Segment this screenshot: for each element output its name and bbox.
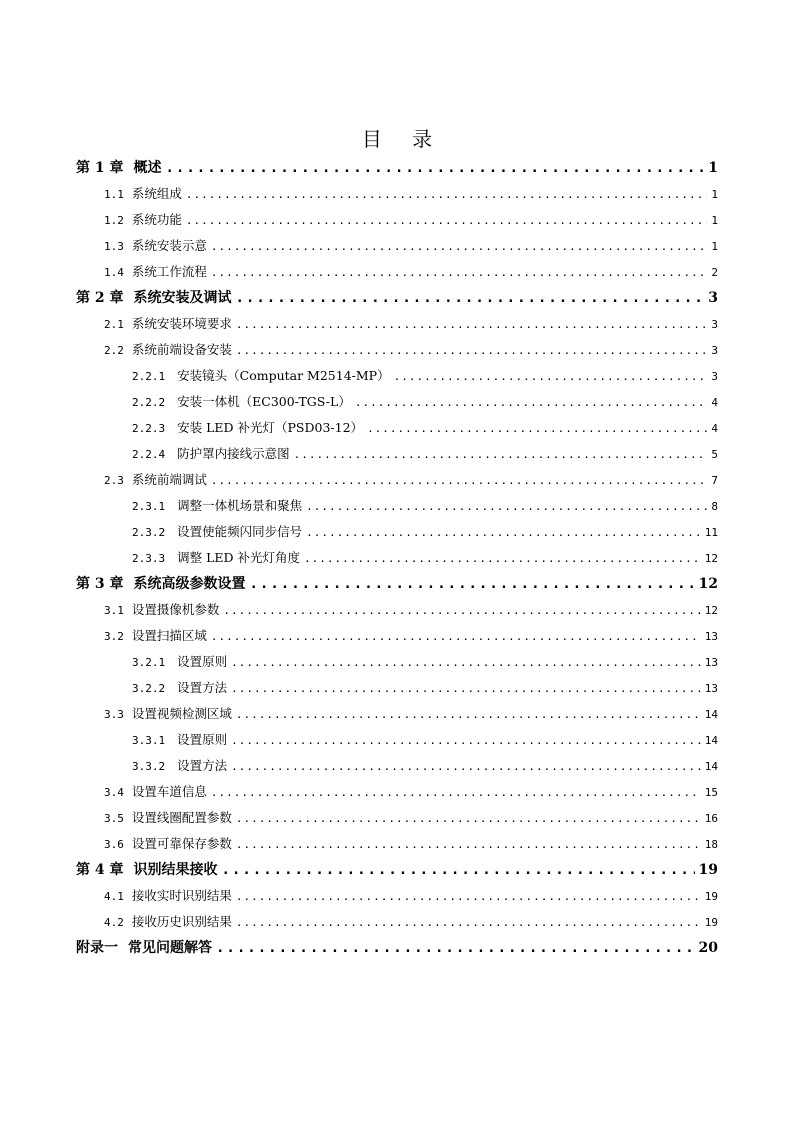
toc-entry[interactable] bbox=[76, 831, 718, 857]
toc-entry-number: 1.3 bbox=[104, 240, 124, 253]
toc-entry[interactable] bbox=[76, 467, 718, 493]
toc-entry-number: 2.2.2 bbox=[132, 396, 166, 409]
toc-entry-number: 3.2.2 bbox=[132, 682, 166, 695]
toc-entry[interactable] bbox=[76, 909, 718, 935]
toc-entry-label: 设置扫描区域 bbox=[131, 628, 207, 643]
toc-entry[interactable] bbox=[76, 389, 718, 415]
toc-entry-label: 系统功能 bbox=[131, 212, 182, 227]
toc-entry-label: 设置使能频闪同步信号 bbox=[177, 524, 303, 539]
toc-dot-leader bbox=[250, 571, 695, 597]
toc-entry-page: 19 bbox=[704, 916, 718, 929]
toc-entry-label: 设置线圈配置参数 bbox=[131, 810, 232, 825]
toc-dot-leader bbox=[236, 806, 701, 832]
toc-entry[interactable] bbox=[76, 727, 718, 753]
toc-entry[interactable] bbox=[76, 753, 718, 779]
toc-entry-label: 常见问题解答 bbox=[128, 940, 212, 956]
toc-entry[interactable] bbox=[76, 493, 718, 519]
toc-entry-number: 3.1 bbox=[104, 604, 124, 617]
toc-entry[interactable] bbox=[76, 207, 718, 233]
toc-dot-leader bbox=[211, 468, 707, 494]
toc-entry[interactable] bbox=[76, 571, 718, 597]
toc-dot-leader bbox=[306, 520, 701, 546]
toc-entry-number: 3.5 bbox=[104, 812, 124, 825]
toc-entry-number: 2.2.1 bbox=[132, 370, 166, 383]
toc-entry-label: 系统安装环境要求 bbox=[131, 316, 232, 331]
toc-entry-label: 系统前端调试 bbox=[131, 472, 207, 487]
toc-entry[interactable] bbox=[76, 415, 718, 441]
table-of-contents bbox=[76, 155, 718, 961]
toc-entry-label: 概述 bbox=[133, 160, 162, 176]
toc-entry[interactable] bbox=[76, 311, 718, 337]
toc-entry-number: 4.2 bbox=[104, 916, 124, 929]
toc-dot-leader bbox=[223, 598, 700, 624]
toc-entry-page: 14 bbox=[704, 734, 718, 747]
toc-dot-leader bbox=[236, 702, 701, 728]
toc-entry-number: 3.2 bbox=[104, 630, 124, 643]
toc-entry-page: 3 bbox=[711, 370, 718, 383]
toc-entry-label: 设置可靠保存参数 bbox=[131, 836, 232, 851]
toc-entry-label: 系统前端设备安装 bbox=[131, 342, 232, 357]
toc-entry-page: 14 bbox=[704, 760, 718, 773]
toc-dot-leader bbox=[186, 182, 707, 208]
toc-dot-leader bbox=[236, 910, 701, 936]
toc-entry-label: 调整一体机场景和聚焦 bbox=[177, 498, 303, 513]
toc-entry-label: 设置摄像机参数 bbox=[131, 602, 220, 617]
toc-entry[interactable] bbox=[76, 285, 718, 311]
toc-entry-number: 1.4 bbox=[104, 266, 124, 279]
toc-dot-leader bbox=[236, 312, 707, 338]
toc-entry[interactable] bbox=[76, 779, 718, 805]
toc-dot-leader bbox=[367, 416, 707, 442]
toc-dot-leader bbox=[211, 234, 707, 260]
toc-entry-label: 接收历史识别结果 bbox=[131, 914, 232, 929]
toc-dot-leader bbox=[186, 208, 707, 234]
toc-entry[interactable] bbox=[76, 805, 718, 831]
toc-entry-page: 12 bbox=[698, 576, 718, 592]
toc-dot-leader bbox=[394, 364, 708, 390]
toc-entry-page: 3 bbox=[711, 344, 718, 357]
toc-entry-page: 12 bbox=[704, 604, 718, 617]
toc-entry-number: 3.3 bbox=[104, 708, 124, 721]
toc-entry[interactable] bbox=[76, 675, 718, 701]
toc-entry[interactable] bbox=[76, 181, 718, 207]
toc-entry-label: 系统高级参数设置 bbox=[133, 576, 246, 592]
toc-entry-label: 设置视频检测区域 bbox=[131, 706, 232, 721]
page-title: 目 录 bbox=[361, 127, 445, 151]
toc-dot-leader bbox=[211, 780, 701, 806]
toc-entry-page: 4 bbox=[711, 396, 718, 409]
toc-entry-page: 1 bbox=[711, 188, 718, 201]
toc-entry-label: 系统安装及调试 bbox=[133, 290, 232, 306]
toc-entry-page: 4 bbox=[711, 422, 718, 435]
toc-dot-leader bbox=[166, 155, 705, 181]
toc-entry[interactable] bbox=[76, 857, 718, 883]
toc-entry-number: 第 2 章 bbox=[76, 290, 124, 306]
toc-entry[interactable] bbox=[76, 649, 718, 675]
toc-entry-label: 识别结果接收 bbox=[133, 862, 218, 878]
toc-entry-label: 设置车道信息 bbox=[131, 784, 207, 799]
toc-entry-number: 第 3 章 bbox=[76, 576, 124, 592]
toc-entry-number: 2.3 bbox=[104, 474, 124, 487]
toc-entry-page: 2 bbox=[711, 266, 718, 279]
toc-entry-label: 系统工作流程 bbox=[131, 264, 207, 279]
toc-entry-page: 20 bbox=[698, 940, 718, 956]
toc-entry-page: 3 bbox=[711, 318, 718, 331]
toc-entry-number: 附录一 bbox=[76, 940, 118, 956]
toc-entry-page: 8 bbox=[711, 500, 718, 513]
toc-dot-leader bbox=[355, 390, 708, 416]
toc-entry-number: 3.3.1 bbox=[132, 734, 166, 747]
toc-entry-label: 系统安装示意 bbox=[131, 238, 207, 253]
toc-entry[interactable] bbox=[76, 441, 718, 467]
toc-entry-page: 11 bbox=[704, 526, 718, 539]
toc-entry[interactable] bbox=[76, 545, 718, 571]
toc-entry-page: 13 bbox=[704, 656, 718, 669]
toc-entry-page: 12 bbox=[704, 552, 718, 565]
toc-entry-label: 安装 LED 补光灯（PSD03-12） bbox=[177, 420, 364, 435]
toc-entry-number: 2.3.1 bbox=[132, 500, 166, 513]
toc-entry-number: 2.2.4 bbox=[132, 448, 166, 461]
toc-entry-page: 1 bbox=[708, 160, 718, 176]
toc-dot-leader bbox=[304, 546, 701, 572]
toc-entry-label: 调整 LED 补光灯角度 bbox=[177, 550, 301, 565]
toc-entry-number: 2.2.3 bbox=[132, 422, 166, 435]
toc-entry-number: 4.1 bbox=[104, 890, 124, 903]
toc-entry-page: 1 bbox=[711, 240, 718, 253]
toc-entry-page: 1 bbox=[711, 214, 718, 227]
toc-entry-number: 1.2 bbox=[104, 214, 124, 227]
toc-entry-page: 13 bbox=[704, 630, 718, 643]
toc-entry[interactable] bbox=[76, 155, 718, 181]
toc-entry[interactable] bbox=[76, 363, 718, 389]
toc-entry-number: 2.1 bbox=[104, 318, 124, 331]
toc-entry-number: 3.2.1 bbox=[132, 656, 166, 669]
toc-dot-leader bbox=[231, 728, 701, 754]
toc-dot-leader bbox=[231, 650, 701, 676]
toc-entry-label: 设置原则 bbox=[177, 732, 228, 747]
toc-dot-leader bbox=[216, 935, 695, 961]
toc-dot-leader bbox=[211, 260, 707, 286]
toc-entry[interactable] bbox=[76, 233, 718, 259]
toc-entry[interactable] bbox=[76, 597, 718, 623]
toc-entry[interactable] bbox=[76, 883, 718, 909]
toc-entry-page: 7 bbox=[711, 474, 718, 487]
toc-dot-leader bbox=[236, 285, 705, 311]
toc-entry-page: 19 bbox=[698, 862, 718, 878]
toc-entry-label: 设置原则 bbox=[177, 654, 228, 669]
toc-entry[interactable] bbox=[76, 623, 718, 649]
toc-entry-number: 3.6 bbox=[104, 838, 124, 851]
toc-entry-page: 5 bbox=[711, 448, 718, 461]
toc-entry-label: 设置方法 bbox=[177, 758, 228, 773]
toc-entry-number: 3.4 bbox=[104, 786, 124, 799]
toc-entry-number: 第 1 章 bbox=[76, 160, 124, 176]
toc-entry-number: 1.1 bbox=[104, 188, 124, 201]
toc-entry-number: 3.3.2 bbox=[132, 760, 166, 773]
toc-entry-number: 2.3.3 bbox=[132, 552, 166, 565]
toc-dot-leader bbox=[222, 857, 695, 883]
toc-dot-leader bbox=[306, 494, 707, 520]
toc-entry-label: 安装一体机（EC300-TGS-L） bbox=[177, 394, 351, 409]
toc-entry-label: 安装镜头（Computar M2514-MP） bbox=[177, 368, 390, 383]
toc-entry-label: 设置方法 bbox=[177, 680, 228, 695]
toc-entry-page: 15 bbox=[704, 786, 718, 799]
toc-entry-number: 2.3.2 bbox=[132, 526, 166, 539]
toc-entry-number: 第 4 章 bbox=[76, 862, 124, 878]
toc-entry[interactable] bbox=[76, 519, 718, 545]
toc-dot-leader bbox=[236, 884, 701, 910]
toc-dot-leader bbox=[231, 754, 701, 780]
toc-dot-leader bbox=[211, 624, 701, 650]
toc-entry[interactable] bbox=[76, 259, 718, 285]
toc-entry-page: 3 bbox=[708, 290, 718, 306]
toc-entry[interactable] bbox=[76, 337, 718, 363]
toc-entry[interactable] bbox=[76, 701, 718, 727]
toc-entry-page: 19 bbox=[704, 890, 718, 903]
toc-dot-leader bbox=[294, 442, 708, 468]
toc-entry-page: 16 bbox=[704, 812, 718, 825]
toc-entry-label: 接收实时识别结果 bbox=[131, 888, 232, 903]
toc-entry-number: 2.2 bbox=[104, 344, 124, 357]
toc-dot-leader bbox=[236, 338, 707, 364]
toc-entry-page: 13 bbox=[704, 682, 718, 695]
toc-dot-leader bbox=[236, 832, 701, 858]
toc-dot-leader bbox=[231, 676, 701, 702]
toc-entry-page: 14 bbox=[704, 708, 718, 721]
toc-entry-label: 系统组成 bbox=[131, 186, 182, 201]
toc-entry-label: 防护罩内接线示意图 bbox=[177, 446, 290, 461]
toc-entry[interactable] bbox=[76, 935, 718, 961]
toc-entry-page: 18 bbox=[704, 838, 718, 851]
